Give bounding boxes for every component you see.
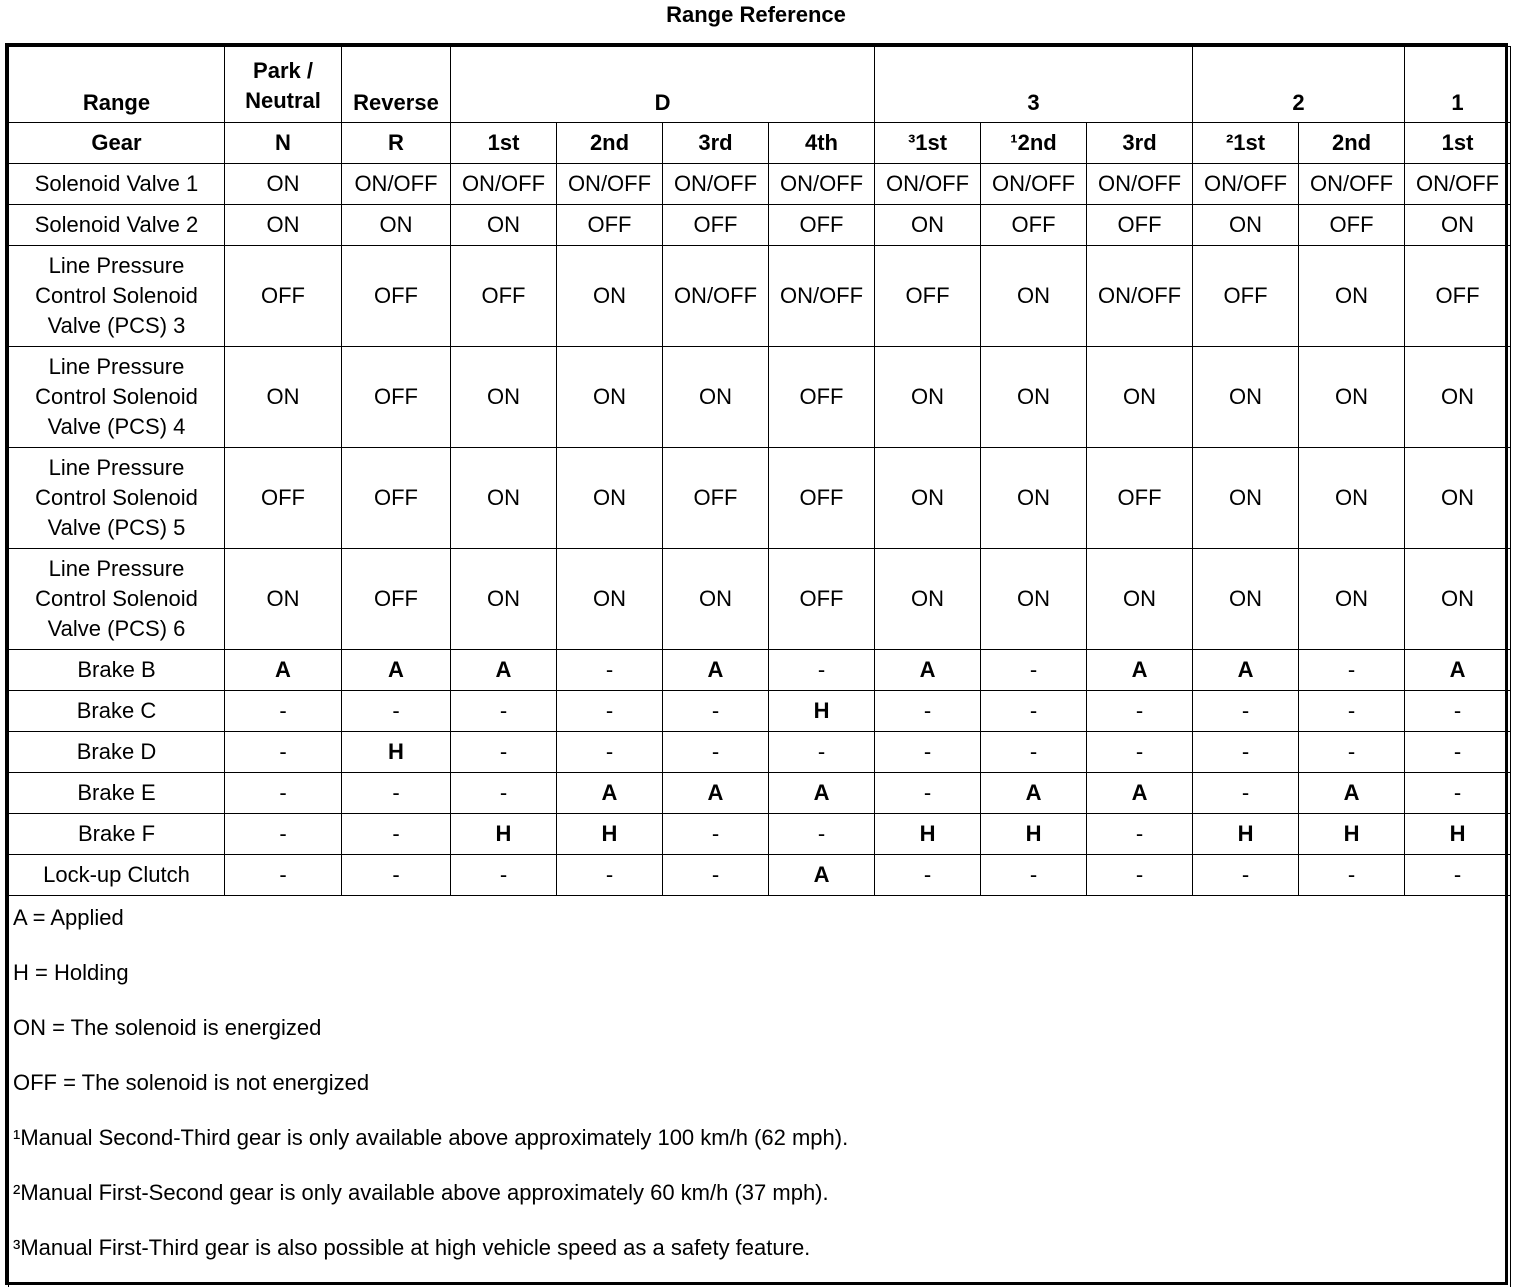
table-cell: OFF (663, 205, 769, 246)
table-cell: OFF (342, 246, 451, 347)
table-cell: H (557, 814, 663, 855)
range-label: Range (9, 47, 225, 123)
row-label: Solenoid Valve 2 (9, 205, 225, 246)
table-cell: - (225, 773, 342, 814)
table-cell: ON (225, 164, 342, 205)
table-cell: ON (1405, 549, 1511, 650)
table-row (9, 347, 1511, 448)
table-cell: A (1405, 650, 1511, 691)
table-cell: OFF (342, 347, 451, 448)
table-cell: OFF (557, 205, 663, 246)
legend-item: OFF = The solenoid is not energized (13, 1070, 370, 1095)
table-cell: OFF (769, 347, 875, 448)
table-row (9, 650, 1511, 691)
table-cell: - (981, 855, 1087, 896)
one-range-header: 1 (1405, 47, 1511, 123)
table-cell: - (875, 855, 981, 896)
table-cell: - (1405, 732, 1511, 773)
table-cell: - (225, 691, 342, 732)
table-cell: ON (1405, 205, 1511, 246)
table-row (9, 814, 1511, 855)
table-cell: - (981, 732, 1087, 773)
table-cell: OFF (1087, 448, 1193, 549)
table-cell: A (1087, 650, 1193, 691)
table-cell: ON (1193, 448, 1299, 549)
table-cell: ON (557, 448, 663, 549)
table-cell: ON (1193, 549, 1299, 650)
gear-cell: 2nd (557, 123, 663, 164)
row-label: Lock-up Clutch (9, 855, 225, 896)
table-cell: ON/OFF (1299, 164, 1405, 205)
table-cell: ON (1087, 549, 1193, 650)
row-label: Brake C (9, 691, 225, 732)
gear-header-row (9, 123, 1511, 164)
table-cell: - (1087, 814, 1193, 855)
gear-cell: 3rd (1087, 123, 1193, 164)
table-cell: OFF (769, 205, 875, 246)
table-cell: ON (1299, 549, 1405, 650)
table-cell: - (342, 691, 451, 732)
table-cell: ON (225, 347, 342, 448)
table-cell: - (663, 732, 769, 773)
table-cell: - (342, 814, 451, 855)
legend (9, 896, 1510, 1287)
table-cell: ON (225, 205, 342, 246)
table-row (9, 246, 1511, 347)
table-cell: ON (1405, 448, 1511, 549)
gear-cell: ²1st (1193, 123, 1299, 164)
gear-cell: R (342, 123, 451, 164)
table-row (9, 205, 1511, 246)
table-cell: ON (1299, 448, 1405, 549)
row-label: Brake F (9, 814, 225, 855)
row-label: Brake B (9, 650, 225, 691)
table-cell: ON (451, 347, 557, 448)
table-cell: A (557, 773, 663, 814)
table-cell: A (225, 650, 342, 691)
table-cell: OFF (981, 205, 1087, 246)
table-cell: ON/OFF (663, 246, 769, 347)
table-cell: OFF (769, 448, 875, 549)
table-cell: OFF (1193, 246, 1299, 347)
table-cell: ON/OFF (981, 164, 1087, 205)
table-cell: ON (557, 347, 663, 448)
table-cell: - (225, 814, 342, 855)
table-cell: A (663, 773, 769, 814)
table-row (9, 855, 1511, 896)
row-label: Solenoid Valve 1 (9, 164, 225, 205)
row-label: Line Pressure Control Solenoid Valve (PCS) 3 (9, 246, 225, 347)
table-cell: ON (451, 205, 557, 246)
table-cell: H (1299, 814, 1405, 855)
table-cell: A (342, 650, 451, 691)
table-cell: - (769, 650, 875, 691)
table-cell: ON (981, 246, 1087, 347)
table-cell: ON (1087, 347, 1193, 448)
park-neutral-header: Park / Neutral (225, 47, 342, 123)
table-cell: ON (875, 205, 981, 246)
table-cell: - (451, 691, 557, 732)
table-cell: A (769, 855, 875, 896)
table-cell: H (875, 814, 981, 855)
table-cell: - (1087, 732, 1193, 773)
table-cell: - (1087, 691, 1193, 732)
legend-item: H = Holding (13, 960, 129, 985)
table-cell: A (875, 650, 981, 691)
table-cell: ON/OFF (1405, 164, 1511, 205)
table-cell: ON (981, 347, 1087, 448)
table-cell: - (451, 732, 557, 773)
table-cell: A (981, 773, 1087, 814)
table-cell: H (342, 732, 451, 773)
table-cell: ON (342, 205, 451, 246)
row-label: Brake D (9, 732, 225, 773)
row-label: Line Pressure Control Solenoid Valve (PCS) 4 (9, 347, 225, 448)
table-cell: H (769, 691, 875, 732)
table-cell: ON/OFF (769, 246, 875, 347)
table-cell: A (451, 650, 557, 691)
table-cell: - (981, 650, 1087, 691)
table-cell: - (875, 732, 981, 773)
table-cell: OFF (342, 448, 451, 549)
table-cell: ON/OFF (663, 164, 769, 205)
table-cell: - (663, 814, 769, 855)
table-cell: ON (875, 448, 981, 549)
legend-item: ³Manual First-Third gear is also possible at high vehicle speed as a safety feature. (13, 1235, 811, 1260)
table-cell: OFF (875, 246, 981, 347)
table-cell: OFF (342, 549, 451, 650)
table-cell: - (225, 732, 342, 773)
table-cell: ON (663, 347, 769, 448)
table-cell: ON/OFF (875, 164, 981, 205)
table-cell: OFF (769, 549, 875, 650)
legend-item: ON = The solenoid is energized (13, 1015, 322, 1040)
table-cell: ON/OFF (1087, 246, 1193, 347)
table-cell: A (1193, 650, 1299, 691)
range-header-row (9, 47, 1511, 123)
table-cell: A (1299, 773, 1405, 814)
table-cell: - (1299, 855, 1405, 896)
table-cell: - (1193, 691, 1299, 732)
row-label: Brake E (9, 773, 225, 814)
table-cell: ON (557, 549, 663, 650)
table-cell: - (1405, 773, 1511, 814)
table-cell: H (451, 814, 557, 855)
table-cell: ON/OFF (557, 164, 663, 205)
legend-item: A = Applied (13, 905, 124, 930)
legend-cell (9, 896, 1511, 1288)
gear-cell: 3rd (663, 123, 769, 164)
table-row (9, 732, 1511, 773)
table-cell: - (451, 773, 557, 814)
table-cell: ON (1405, 347, 1511, 448)
legend-row (9, 896, 1511, 1288)
table-cell: - (557, 855, 663, 896)
table-cell: ON (875, 549, 981, 650)
two-range-header: 2 (1193, 47, 1405, 123)
table-cell: - (557, 732, 663, 773)
table-cell: ON (875, 347, 981, 448)
gear-label: Gear (9, 123, 225, 164)
table-cell: ON (981, 448, 1087, 549)
table-cell: - (875, 773, 981, 814)
table-cell: - (451, 855, 557, 896)
gear-cell: N (225, 123, 342, 164)
legend-item: ¹Manual Second-Third gear is only available above approximately 100 km/h (62 mph). (13, 1125, 849, 1150)
d-range-header: D (451, 47, 875, 123)
table-cell: ON/OFF (451, 164, 557, 205)
table-cell: ON (451, 448, 557, 549)
table-cell: OFF (225, 246, 342, 347)
table-cell: - (1193, 855, 1299, 896)
table-cell: ON/OFF (1087, 164, 1193, 205)
table-cell: - (663, 691, 769, 732)
table-cell: - (1299, 691, 1405, 732)
table-cell: - (663, 855, 769, 896)
table-cell: - (557, 691, 663, 732)
row-label: Line Pressure Control Solenoid Valve (PCS) 5 (9, 448, 225, 549)
table-cell: - (225, 855, 342, 896)
table-cell: - (1405, 855, 1511, 896)
table-row (9, 164, 1511, 205)
table-cell: - (1193, 773, 1299, 814)
table-cell: - (769, 814, 875, 855)
row-label: Line Pressure Control Solenoid Valve (PCS) 6 (9, 549, 225, 650)
table-cell: ON/OFF (769, 164, 875, 205)
table-cell: OFF (1299, 205, 1405, 246)
gear-cell: 1st (451, 123, 557, 164)
table-cell: ON (451, 549, 557, 650)
table-cell: ON (225, 549, 342, 650)
table-cell: A (663, 650, 769, 691)
table-cell: - (342, 773, 451, 814)
table-cell: ON (1299, 246, 1405, 347)
gear-cell: 1st (1405, 123, 1511, 164)
table-cell: ON (1193, 205, 1299, 246)
table-cell: - (342, 855, 451, 896)
table-cell: - (769, 732, 875, 773)
range-reference-table-frame (5, 43, 1508, 1285)
table-cell: - (1299, 650, 1405, 691)
table-cell: H (1405, 814, 1511, 855)
reverse-header: Reverse (342, 47, 451, 123)
table-cell: OFF (225, 448, 342, 549)
table-row (9, 691, 1511, 732)
gear-cell: ³1st (875, 123, 981, 164)
table-cell: ON (1299, 347, 1405, 448)
table-cell: - (1193, 732, 1299, 773)
table-cell: - (1299, 732, 1405, 773)
table-row (9, 549, 1511, 650)
table-cell: ON (663, 549, 769, 650)
table-cell: ON (981, 549, 1087, 650)
gear-cell: ¹2nd (981, 123, 1087, 164)
table-cell: H (1193, 814, 1299, 855)
table-cell: ON/OFF (1193, 164, 1299, 205)
table-cell: OFF (1087, 205, 1193, 246)
range-reference-table (8, 46, 1511, 1287)
table-row (9, 448, 1511, 549)
table-cell: A (1087, 773, 1193, 814)
gear-cell: 2nd (1299, 123, 1405, 164)
table-cell: OFF (1405, 246, 1511, 347)
table-cell: OFF (663, 448, 769, 549)
table-cell: - (1087, 855, 1193, 896)
table-cell: ON (557, 246, 663, 347)
table-cell: ON (1193, 347, 1299, 448)
page-title: Range Reference (666, 2, 846, 27)
table-cell: - (1405, 691, 1511, 732)
table-cell: H (981, 814, 1087, 855)
table-row (9, 773, 1511, 814)
three-range-header: 3 (875, 47, 1193, 123)
table-cell: A (769, 773, 875, 814)
gear-cell: 4th (769, 123, 875, 164)
table-cell: - (875, 691, 981, 732)
table-cell: - (557, 650, 663, 691)
table-cell: OFF (451, 246, 557, 347)
table-cell: ON/OFF (342, 164, 451, 205)
legend-item: ²Manual First-Second gear is only available above approximately 60 km/h (37 mph). (13, 1180, 829, 1205)
table-cell: - (981, 691, 1087, 732)
